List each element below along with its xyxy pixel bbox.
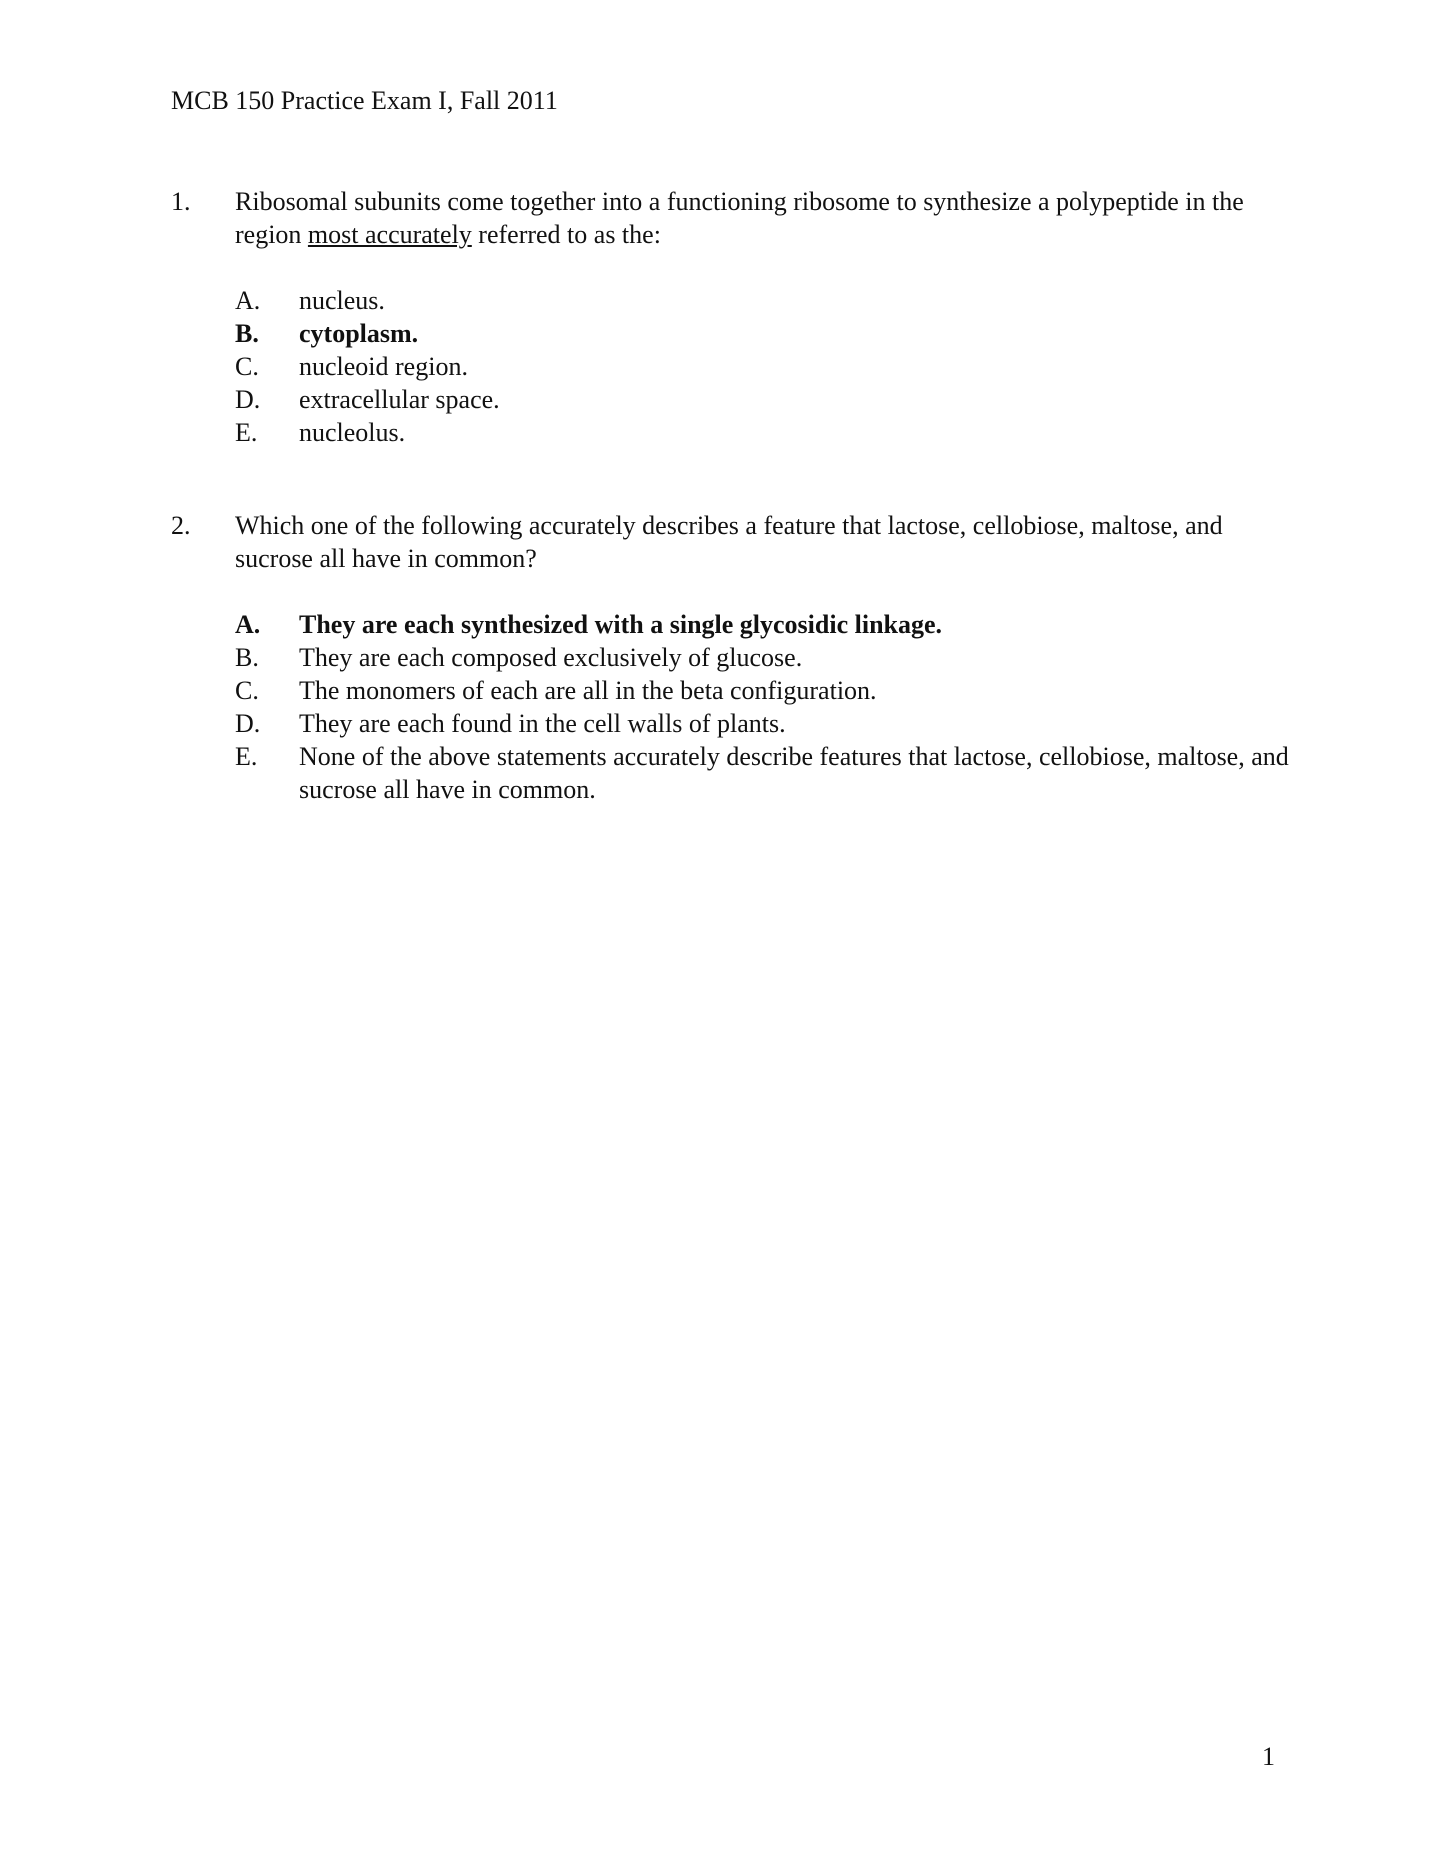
option-letter: B. bbox=[235, 643, 259, 672]
question-number: 2. bbox=[171, 511, 191, 540]
option-letter: C. bbox=[235, 676, 259, 705]
option-a bbox=[235, 284, 1301, 317]
page-header: MCB 150 Practice Exam I, Fall 2011 bbox=[171, 86, 558, 115]
option-c bbox=[235, 674, 1301, 707]
option-letter: D. bbox=[235, 385, 261, 414]
answer-options bbox=[171, 284, 1301, 449]
question-stem bbox=[171, 509, 1301, 575]
option-text: None of the above statements accurately describe features that lactose, cellobiose, maltose, and sucrose all have in common. bbox=[299, 742, 1289, 804]
option-c bbox=[235, 350, 1301, 383]
option-text: They are each found in the cell walls of plants. bbox=[299, 709, 786, 738]
question-text bbox=[235, 185, 1301, 251]
option-text: extracellular space. bbox=[299, 385, 500, 414]
option-text: cytoplasm. bbox=[299, 319, 419, 348]
option-e bbox=[235, 416, 1301, 449]
question-stem bbox=[171, 185, 1301, 251]
option-text: nucleoid region. bbox=[299, 352, 468, 381]
option-letter: B. bbox=[235, 319, 259, 348]
option-a-correct bbox=[235, 608, 1301, 641]
question-2 bbox=[171, 509, 1301, 806]
question-1 bbox=[171, 185, 1301, 449]
option-b-correct bbox=[235, 317, 1301, 350]
option-e bbox=[235, 740, 1301, 806]
question-text-part: Ribosomal subunits come together into a functioning ribosome to synthesize a polypeptide in the region bbox=[235, 187, 1244, 249]
option-text: The monomers of each are all in the beta configuration. bbox=[299, 676, 877, 705]
option-letter: A. bbox=[235, 286, 261, 315]
question-text-part: referred to as the: bbox=[471, 220, 661, 249]
page-number: 1 bbox=[1262, 1742, 1275, 1771]
option-letter: D. bbox=[235, 709, 261, 738]
question-text: Which one of the following accurately describes a feature that lactose, cellobiose, maltose, and sucrose all have in common? bbox=[235, 511, 1223, 573]
option-letter: E. bbox=[235, 742, 258, 771]
question-number: 1. bbox=[171, 187, 191, 216]
option-text: nucleolus. bbox=[299, 418, 406, 447]
option-text: They are each composed exclusively of glucose. bbox=[299, 643, 803, 672]
option-letter: C. bbox=[235, 352, 259, 381]
option-letter: E. bbox=[235, 418, 258, 447]
option-text: They are each synthesized with a single glycosidic linkage. bbox=[299, 610, 943, 639]
option-d bbox=[235, 383, 1301, 416]
option-letter: A. bbox=[235, 610, 261, 639]
answer-options bbox=[171, 608, 1301, 806]
option-d bbox=[235, 707, 1301, 740]
option-text: nucleus. bbox=[299, 286, 385, 315]
question-text-emphasis: most accurately bbox=[307, 220, 472, 249]
option-b bbox=[235, 641, 1301, 674]
